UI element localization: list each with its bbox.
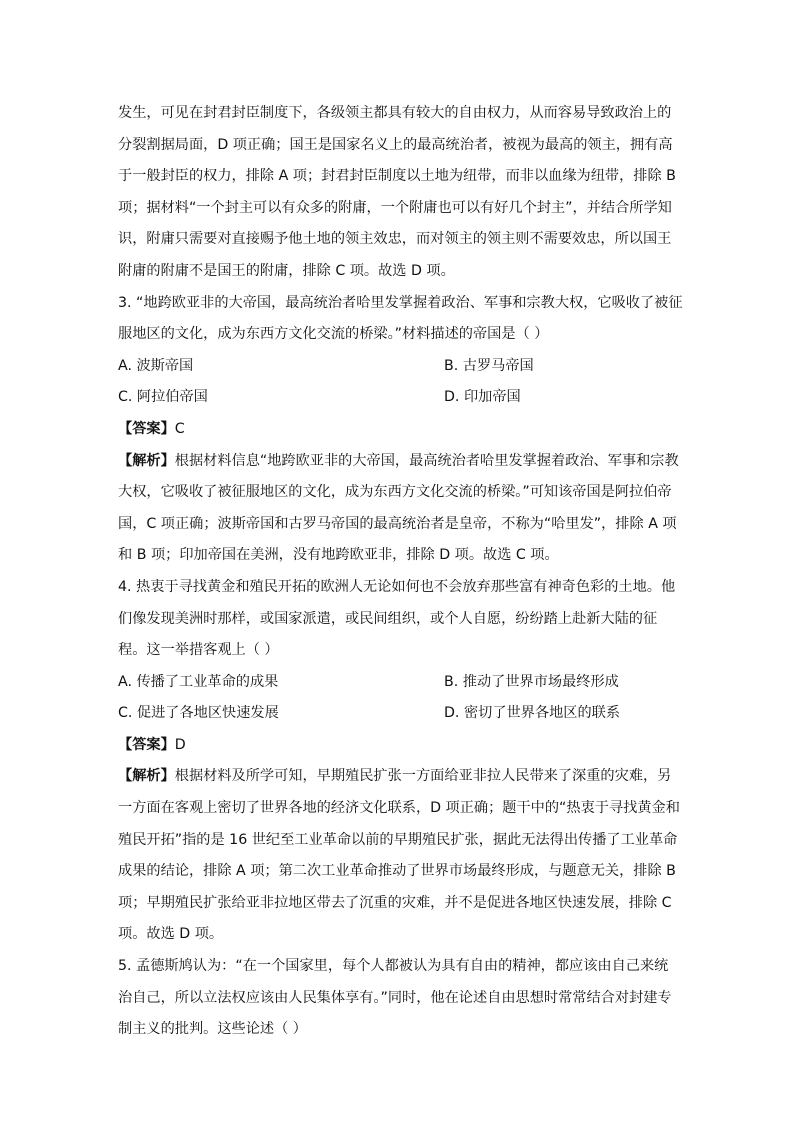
text-line: 发生，可见在封君封臣制度下，各级领主都具有较大的自由权力，从而容易导致政治上的 — [118, 105, 672, 121]
option-b: B. 推动了世界市场最终形成 — [444, 673, 619, 690]
option-d: D. 密切了世界各地区的联系 — [444, 705, 621, 722]
analysis-text: 殖民开拓”指的是 16 世纪至工业革命以前的早期殖民扩张，据此无法得出传播了工业革命 — [118, 831, 678, 848]
text-line: 于一般封臣的权力，排除 A 项；封君封臣制度以土地为纽带，而非以血缘为纽带，排除 B — [118, 168, 676, 185]
question-3 — [118, 288, 683, 572]
question-stem: 们像发现美洲时那样，或国家派遣，或民间组织，或个人自愿，纷纷踏上赴新大陆的征 — [118, 610, 658, 627]
option-a: A. 传播了工业革命的成果 — [118, 673, 279, 690]
answer-value: D — [174, 736, 186, 753]
question-5 — [118, 951, 678, 1046]
question-stem: 4. 热衷于寻找黄金和殖民开拓的欧洲人无论如何也不会放弃那些富有神奇色彩的土地。他 — [118, 578, 676, 595]
analysis-line — [118, 761, 678, 793]
document-body — [118, 98, 683, 1046]
question-4 — [118, 572, 678, 951]
text-line: 项；据材料“一个封主可以有众多的附庸，一个附庸也可以有好几个封主”，并结合所学知 — [118, 199, 672, 216]
question-stem: 治自己，所以立法权应该由人民集体享有。”同时，他在论述自由思想时常常结合对封建专 — [118, 989, 672, 1006]
analysis-text: 项。故选 D 项。 — [118, 926, 224, 943]
options-row — [118, 351, 678, 383]
question-stem: 5. 孟德斯鸠认为：“在一个国家里，每个人都被认为具有自由的精神，都应该由自己来统 — [118, 958, 669, 975]
answer-line — [118, 730, 678, 762]
text-line: 识，附庸只需要对直接赐予他土地的领主效忠，而对领主的领主则不需要效忠，所以国王 — [118, 231, 672, 248]
option-c: C. 阿拉伯帝国 — [118, 389, 208, 406]
analysis-line — [118, 446, 678, 478]
text-line: 附庸的附庸不是国王的附庸，排除 C 项。故选 D 项。 — [118, 262, 455, 279]
option-b: B. 古罗马帝国 — [444, 357, 534, 374]
analysis-text: 国，C 项正确；波斯帝国和古罗马帝国的最高统治者是皇帝，不称为“哈里发”，排除 A 项 — [118, 515, 677, 532]
question-stem: 程。这一举措客观上（ ） — [118, 642, 279, 659]
question-stem: 制主义的批判。这些论述（ ） — [118, 1021, 307, 1038]
option-a: A. 波斯帝国 — [118, 357, 194, 374]
answer-value: C — [174, 420, 185, 437]
answer-label: 【答案】 — [118, 736, 175, 753]
question-stem: 服地区的文化，成为东西方文化交流的桥梁。”材料描述的帝国是（ ） — [118, 326, 549, 343]
analysis-text: 项；早期殖民扩张给亚非拉地区带去了沉重的灾难，并不是促进各地区快速发展，排除 C — [118, 894, 672, 911]
analysis-text: 成果的结论，排除 A 项；第二次工业革命推动了世界市场最终形成，与题意无关，排除 B — [118, 863, 676, 880]
text-line: 分裂割据局面，D 项正确；国王是国家名义上的最高统治者，被视为最高的领主，拥有高 — [118, 136, 673, 153]
options-row — [118, 382, 678, 414]
analysis-text: 和 B 项；印加帝国在美洲，没有地跨欧亚非，排除 D 项。故选 C 项。 — [118, 547, 559, 564]
question-stem: 3. “地跨欧亚非的大帝国，最高统治者哈里发掌握着政治、军事和宗教大权，它吸收了被征 — [118, 294, 683, 311]
answer-line — [118, 414, 678, 446]
option-d: D. 印加帝国 — [444, 389, 521, 406]
analysis-text: 根据材料信息“地跨欧亚非的大帝国，最高统治者哈里发掌握着政治、军事和宗教 — [174, 452, 679, 469]
analysis-label: 【解析】 — [118, 768, 175, 785]
options-row — [118, 667, 678, 699]
analysis-text: 一方面在客观上密切了世界各地的经济文化联系，D 项正确；题干中的“热衷于寻找黄金和 — [118, 800, 680, 817]
options-row — [118, 698, 678, 730]
option-c: C. 促进了各地区快速发展 — [118, 705, 279, 722]
analysis-text: 根据材料及所学可知，早期殖民扩张一方面给亚非拉人民带来了深重的灾难，另 — [174, 768, 672, 785]
answer-label: 【答案】 — [118, 420, 175, 437]
analysis-text: 大权，它吸收了被征服地区的文化，成为东西方文化交流的桥梁。”可知该帝国是阿拉伯帝 — [118, 484, 672, 501]
analysis-label: 【解析】 — [118, 452, 175, 469]
